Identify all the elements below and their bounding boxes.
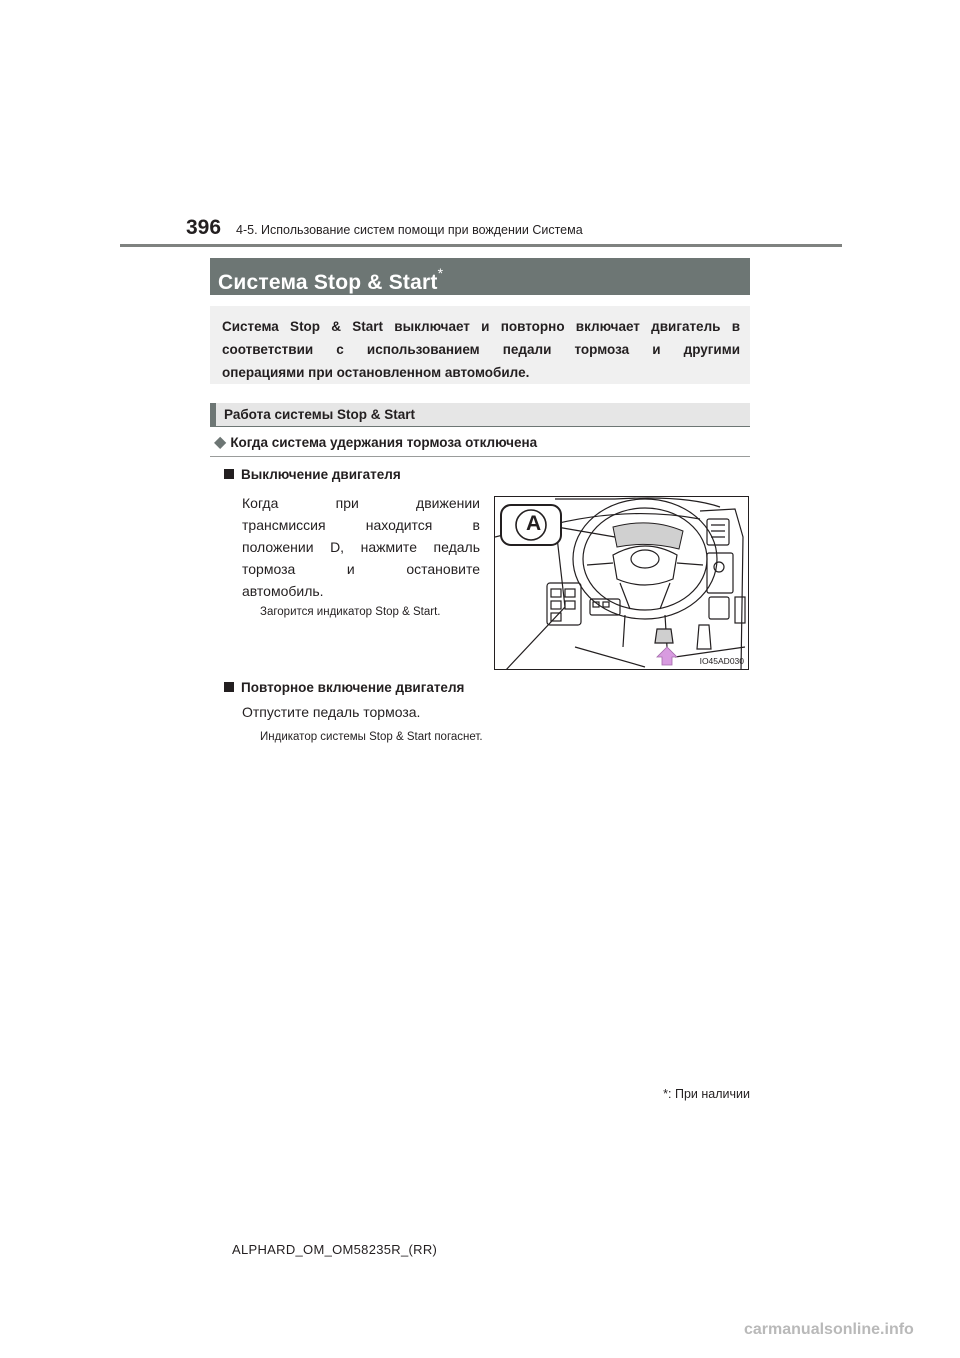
footnote: *: При наличии [663,1087,750,1101]
intro-line: Система Stop & Start выключает и повторно включает двигатель в [222,319,740,334]
body-line: трансмиссия находится в [242,517,480,533]
watermark: carmanualsonline.info [744,1321,914,1338]
body-line: автомобиль. [242,583,324,599]
subsection-accent [210,403,216,427]
engine-off-note: Загорится индикатор Stop & Start. [260,606,441,618]
dashboard-figure [494,496,749,670]
engine-restart-note: Индикатор системы Stop & Start погаснет. [260,731,483,743]
subsection-title: Работа системы Stop & Start [224,407,415,422]
diamond-bullet-icon: ◆ [214,434,227,451]
chapter-title: 4-5. Использование систем помощи при вождении Система [236,223,583,237]
body-line: положении D, нажмите педаль [242,539,480,555]
arrow-up-icon [657,647,677,665]
section-title-bar [210,258,750,295]
square-bullet-icon [224,682,234,692]
square-bullet-icon [224,469,234,479]
body-line: Когда при движении [242,495,480,511]
engine-restart-body: Отпустите педаль тормоза. [242,704,421,720]
footnote-mark: * [663,1087,669,1101]
intro-line: соответствии с использованием педали тормоза и другими [222,342,740,357]
intro-box [210,306,750,384]
availability-mark: * [437,265,444,281]
engine-off-heading: Выключение двигателя [224,466,401,484]
heading-divider [210,456,750,457]
document-code: ALPHARD_OM_OM58235R_(RR) [232,1242,438,1257]
body-line: тормоза и остановите [242,561,480,577]
header-divider [120,244,842,247]
engine-restart-heading: Повторное включение двигателя [224,679,464,697]
figure-code: IO45AD030 [699,656,744,666]
intro-line: операциями при остановленном автомобиле. [222,365,530,380]
page-number: 396 [186,216,222,239]
diamond-heading: ◆ Когда система удержания тормоза отключена [214,434,538,451]
callout-label: A [526,512,542,535]
subsection-header [210,403,750,427]
section-title: Система Stop & Start* [218,265,444,294]
